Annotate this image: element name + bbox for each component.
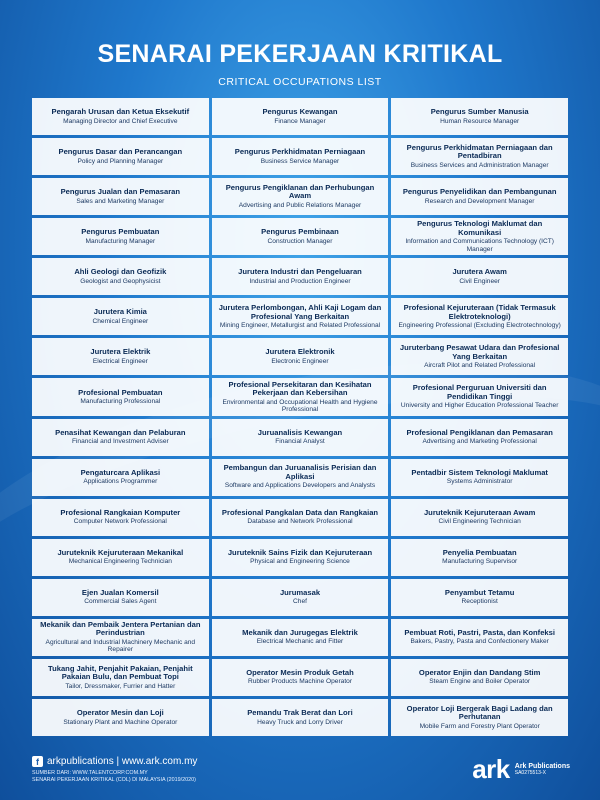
occupation-cell xyxy=(212,258,389,295)
occupation-title-ms: Pengurus Pengiklanan dan Perhubungan Awam xyxy=(225,182,375,201)
occupation-title-ms: Pembangun dan Juruanalisis Perisian dan Aplikasi xyxy=(223,463,377,481)
occupation-title-en: Business Service Manager xyxy=(260,157,340,165)
occupation-cell xyxy=(391,138,568,175)
occupation-title-ms: Pembuat Roti, Pastri, Pasta, dan Konfeksi xyxy=(404,627,555,637)
occupation-title-ms: Jurumasak xyxy=(279,587,321,597)
occupation-title-ms: Juruteknik Kejuruteraan Mekanikal xyxy=(57,547,184,557)
occupation-title-en: Industrial and Production Engineer xyxy=(249,277,351,285)
occupation-title-en: Business Services and Administration Manager xyxy=(410,161,549,169)
occupation-title-en: Physical and Engineering Science xyxy=(250,558,350,566)
occupation-title-en: Construction Manager xyxy=(267,237,333,245)
occupation-cell xyxy=(32,178,209,215)
occupation-title-en: Stationary Plant and Machine Operator xyxy=(63,718,178,726)
occupation-title-ms: Juruteknik Sains Fizik dan Kejuruteraan xyxy=(227,547,373,557)
occupation-title-ms: Penasihat Kewangan dan Pelaburan xyxy=(55,427,186,437)
occupation-title-ms: Jurutera Elektronik xyxy=(265,347,335,357)
publisher-registration: SA0275513-X xyxy=(514,769,546,776)
occupation-title-ms: Pengurus Sumber Manusia xyxy=(430,107,529,117)
occupation-cell xyxy=(212,539,389,576)
occupation-title-ms: Jurutera Awam xyxy=(452,267,507,277)
occupation-title-ms: Pentadbir Sistem Teknologi Maklumat xyxy=(411,467,548,477)
occupation-title-ms: Operator Enjin dan Dandang Stim xyxy=(418,667,541,677)
occupation-cell xyxy=(32,539,209,576)
occupation-cell xyxy=(212,459,389,496)
occupation-cell xyxy=(32,258,209,295)
occupation-title-ms: Pengurus Pembinaan xyxy=(261,227,339,237)
occupation-cell xyxy=(391,298,568,335)
occupation-cell xyxy=(212,619,389,656)
occupation-title-ms: Ejen Jualan Komersil xyxy=(81,587,159,597)
occupation-title-en: Steam Engine and Boiler Operator xyxy=(429,678,531,686)
publisher-logo xyxy=(472,756,570,782)
occupation-title-ms: Pengurus Dasar dan Perancangan xyxy=(58,147,183,157)
occupation-cell xyxy=(32,218,209,255)
occupation-title-en: Chef xyxy=(293,598,307,606)
occupation-title-ms: Profesional Kejuruteraan (Tidak Termasuk Elektroteknologi) xyxy=(403,303,556,321)
occupation-title-ms: Pemandu Trak Berat dan Lori xyxy=(247,708,353,718)
occupation-title-en: Database and Network Professional xyxy=(247,518,353,526)
occupation-cell xyxy=(212,138,389,175)
occupation-cell xyxy=(391,338,568,375)
occupation-title-en: Agricultural and Industrial Machinery Mechanic and Repairer xyxy=(45,638,196,654)
occupation-cell xyxy=(212,298,389,335)
occupation-title-ms: Pengurus Perkhidmatan Perniagaan dan Pentadbiran xyxy=(406,142,553,161)
occupation-title-en: Geologist and Geophysicist xyxy=(80,277,161,285)
occupation-title-ms: Profesional Pengiklanan dan Pemasaran xyxy=(406,427,553,437)
occupation-title-en: Rubber Products Machine Operator xyxy=(247,678,353,686)
occupation-title-en: Receptionist xyxy=(461,598,498,606)
occupation-cell xyxy=(391,699,568,736)
ark-logo: ark xyxy=(472,754,510,784)
occupation-title-ms: Profesional Rangkaian Komputer xyxy=(60,507,181,517)
occupation-cell xyxy=(212,378,389,415)
occupation-cell xyxy=(212,659,389,696)
occupation-cell xyxy=(391,419,568,456)
occupation-title-en: Mobile Farm and Forestry Plant Operator xyxy=(419,722,540,730)
occupation-title-en: Electrical Mechanic and Fitter xyxy=(256,638,344,646)
occupation-title-en: Mechanical Engineering Technician xyxy=(68,558,172,566)
occupation-cell xyxy=(391,218,568,255)
occupation-title-ms: Profesional Pangkalan Data dan Rangkaian xyxy=(221,507,379,517)
occupation-title-en: Finance Manager xyxy=(274,117,326,125)
occupation-title-en: Mining Engineer, Metallurgist and Related Professional xyxy=(219,322,381,330)
occupation-title-ms: Tukang Jahit, Penjahit Pakaian, Penjahit Pakaian Bulu, dan Pembuat Topi xyxy=(48,663,193,682)
occupation-cell xyxy=(212,98,389,135)
occupation-title-ms: Juruanalisis Kewangan xyxy=(257,427,343,437)
occupation-title-ms: Pengurus Perkhidmatan Perniagaan xyxy=(234,147,366,157)
occupation-title-en: Human Resource Manager xyxy=(440,117,520,125)
occupations-grid xyxy=(32,98,568,736)
occupation-title-ms: Pengurus Kewangan xyxy=(262,107,338,117)
occupation-cell xyxy=(391,98,568,135)
occupation-title-en: Electrical Engineer xyxy=(92,357,148,365)
occupation-title-ms: Pengaturcara Aplikasi xyxy=(80,467,161,477)
occupation-title-ms: Pengurus Jualan dan Pemasaran xyxy=(60,187,181,197)
occupation-title-ms: Penyelia Pembuatan xyxy=(442,547,517,557)
occupation-title-en: Bakers, Pastry, Pasta and Confectionery Maker xyxy=(410,638,549,646)
occupation-cell xyxy=(391,178,568,215)
occupation-title-ms: Operator Loji Bergerak Bagi Ladang dan Perhutanan xyxy=(406,703,553,722)
occupation-title-en: Manufacturing Manager xyxy=(85,237,156,245)
source-line: SENARAI PEKERJAAN KRITIKAL (COL) DI MALAYSIA (2019/2020) xyxy=(32,776,196,783)
occupation-cell xyxy=(32,98,209,135)
occupation-cell xyxy=(32,699,209,736)
occupation-title-en: Manufacturing Supervisor xyxy=(442,558,518,566)
occupation-cell xyxy=(212,579,389,616)
occupation-title-ms: Jurutera Perlombongan, Ahli Kaji Logam dan Profesional Yang Berkaitan xyxy=(218,303,382,321)
occupation-cell xyxy=(32,138,209,175)
occupation-title-ms: Penyambut Tetamu xyxy=(444,587,515,597)
occupation-cell xyxy=(32,579,209,616)
occupation-title-ms: Ahli Geologi dan Geofizik xyxy=(74,267,167,277)
occupation-title-en: Systems Administrator xyxy=(446,478,513,486)
occupation-cell xyxy=(391,539,568,576)
occupation-cell xyxy=(212,419,389,456)
occupation-title-ms: Pengurus Teknologi Maklumat dan Komunikasi xyxy=(417,219,543,237)
occupation-cell xyxy=(212,699,389,736)
occupation-title-ms: Jurutera Elektrik xyxy=(90,347,151,357)
occupation-title-en: Heavy Truck and Lorry Driver xyxy=(257,718,343,726)
page-title: SENARAI PEKERJAAN KRITIKAL xyxy=(97,40,503,68)
occupation-title-en: Financial Analyst xyxy=(275,438,325,446)
occupation-title-en: Aircraft Pilot and Related Professional xyxy=(424,362,536,370)
occupation-cell xyxy=(391,579,568,616)
occupation-title-en: Applications Programmer xyxy=(83,478,158,486)
occupation-title-en: Information and Communications Technology (ICT) Manager xyxy=(405,238,554,253)
occupation-title-en: Computer Network Professional xyxy=(73,518,167,526)
occupation-title-en: Managing Director and Chief Executive xyxy=(63,117,178,125)
occupation-title-ms: Mekanik dan Pembaik Jentera Pertanian dan Perindustrian xyxy=(40,619,201,638)
occupation-cell xyxy=(212,338,389,375)
occupation-title-ms: Juruteknik Kejuruteraan Awam xyxy=(423,507,536,517)
page-subtitle: CRITICAL OCCUPATIONS LIST xyxy=(218,76,382,88)
occupation-title-en: Sales and Marketing Manager xyxy=(76,197,165,205)
occupation-cell xyxy=(32,659,209,696)
occupation-cell xyxy=(212,218,389,255)
occupation-cell xyxy=(32,619,209,656)
occupation-cell xyxy=(391,378,568,415)
occupation-cell xyxy=(391,499,568,536)
occupation-cell xyxy=(32,338,209,375)
footer-info xyxy=(32,756,197,784)
occupation-cell xyxy=(391,619,568,656)
occupation-cell xyxy=(391,258,568,295)
occupation-title-en: Chemical Engineer xyxy=(92,317,149,325)
occupation-title-ms: Mekanik dan Jurugegas Elektrik xyxy=(242,627,358,637)
occupation-title-ms: Pengurus Pembuatan xyxy=(81,227,160,237)
occupation-title-ms: Juruterbang Pesawat Udara dan Profesional Yang Berkaitan xyxy=(399,343,560,361)
occupation-title-ms: Operator Mesin dan Loji xyxy=(76,708,164,718)
occupation-title-ms: Operator Mesin Produk Getah xyxy=(246,667,354,677)
occupation-cell xyxy=(212,178,389,215)
occupation-title-en: Engineering Professional (Excluding Electrotechnology) xyxy=(398,322,561,330)
occupation-title-en: Research and Development Manager xyxy=(424,197,535,205)
occupation-title-en: Advertising and Marketing Professional xyxy=(422,438,537,446)
social-handle: arkpublications | www.ark.com.my xyxy=(47,756,198,767)
occupation-title-ms: Pengurus Penyelidikan dan Pembangunan xyxy=(402,187,557,197)
source-line: SUMBER DARI: WWW.TALENTCORP.COM.MY xyxy=(32,770,148,776)
occupation-cell xyxy=(391,459,568,496)
facebook-icon: f xyxy=(32,756,43,767)
occupation-title-ms: Jurutera Kimia xyxy=(93,307,147,317)
occupation-title-ms: Pengarah Urusan dan Ketua Eksekutif xyxy=(51,107,190,117)
occupation-cell xyxy=(212,499,389,536)
occupation-cell xyxy=(32,378,209,415)
occupation-title-ms: Profesional Persekitaran dan Kesihatan Pekerjaan dan Kebersihan xyxy=(228,379,372,398)
occupation-title-en: Advertising and Public Relations Manager xyxy=(238,201,362,209)
occupation-title-en: Commercial Sales Agent xyxy=(84,598,157,606)
occupation-title-ms: Profesional Pembuatan xyxy=(78,387,163,397)
occupation-title-en: Civil Engineer xyxy=(459,277,500,285)
occupation-title-en: Civil Engineering Technician xyxy=(438,518,521,526)
occupation-cell xyxy=(32,459,209,496)
occupation-title-en: Software and Applications Developers and Analysts xyxy=(224,482,376,490)
occupation-title-ms: Jurutera Industri dan Pengeluaran xyxy=(238,267,362,277)
occupation-title-en: Environmental and Occupational Health and Hygiene Professional xyxy=(222,398,378,413)
occupation-cell xyxy=(32,298,209,335)
occupation-title-en: Tailor, Dressmaker, Furrier and Hatter xyxy=(65,682,176,690)
occupation-title-en: Policy and Planning Manager xyxy=(77,157,164,165)
occupation-title-en: University and Higher Education Professional Teacher xyxy=(400,402,559,410)
occupation-title-en: Electronic Engineer xyxy=(271,357,329,365)
occupation-cell xyxy=(32,499,209,536)
occupation-cell xyxy=(32,419,209,456)
publisher-name: Ark Publications xyxy=(514,762,570,770)
occupation-title-ms: Profesional Perguruan Universiti dan Pendidikan Tinggi xyxy=(412,383,547,401)
occupation-title-en: Financial and Investment Adviser xyxy=(71,438,169,446)
occupation-title-en: Manufacturing Professional xyxy=(80,398,161,406)
occupation-cell xyxy=(391,659,568,696)
